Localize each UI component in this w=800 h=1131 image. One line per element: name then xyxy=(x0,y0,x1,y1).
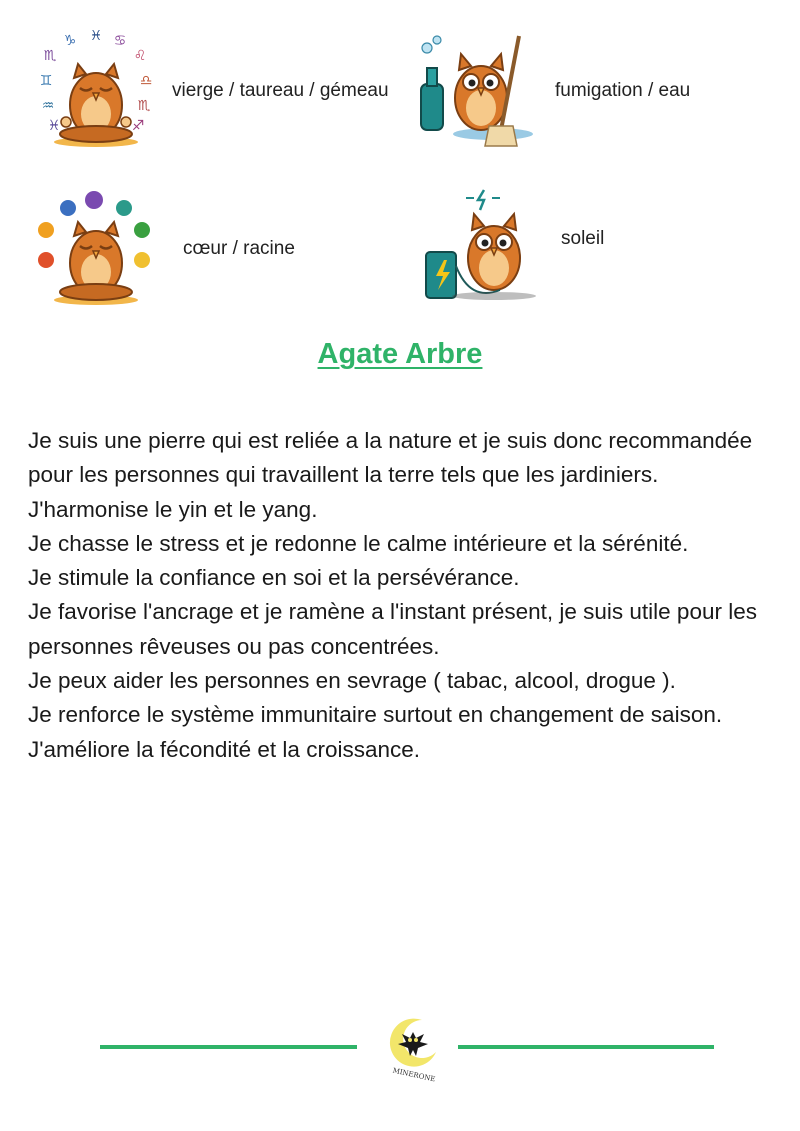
description-paragraph: J'harmonise le yin et le yang. xyxy=(28,496,318,522)
charging-owl-icon xyxy=(420,186,540,306)
chakra-owl-icon xyxy=(36,188,156,308)
svg-text:♏: ♏ xyxy=(137,98,151,114)
description-paragraph: Je renforce le système immunitaire surtout en changement de saison. xyxy=(28,702,723,728)
cleansing-label: fumigation / eau xyxy=(555,80,691,101)
zodiac-owl-icon xyxy=(36,30,156,150)
svg-text:♎: ♎ xyxy=(139,73,153,89)
chakras-label: cœur / racine xyxy=(183,238,295,259)
description-paragraph: J'améliore la fécondité et la croissance. xyxy=(28,736,420,762)
svg-text:♓: ♓ xyxy=(47,118,61,134)
description-paragraph: Je suis une pierre qui est reliée a la nature et je suis donc recommandée pour les personnes qui travaillent la terre tels que les jardiniers. xyxy=(28,428,753,488)
svg-text:♑: ♑ xyxy=(63,33,77,49)
svg-text:♋: ♋ xyxy=(113,33,127,49)
cleaning-owl-icon xyxy=(415,30,535,150)
footer-divider-right xyxy=(458,1045,714,1049)
description-paragraph: Je chasse le stress et je redonne le calme intérieure et la sérénité. xyxy=(28,530,689,556)
svg-text:♓: ♓ xyxy=(89,30,103,44)
zodiac-label: vierge / taureau / gémeau xyxy=(172,80,389,101)
svg-text:♏: ♏ xyxy=(43,48,57,64)
description xyxy=(28,424,780,767)
description-paragraph: Je stimule la confiance en soi et la persévérance. xyxy=(28,565,520,591)
description-paragraph: Je favorise l'ancrage et je ramène a l'instant présent, je suis utile pour les personnes rêveuses ou pas concentrées. xyxy=(28,599,757,659)
svg-text:♒: ♒ xyxy=(41,98,55,114)
svg-text:♐: ♐ xyxy=(131,118,145,134)
svg-text:♊: ♊ xyxy=(39,73,53,89)
description-paragraph: Je peux aider les personnes en sevrage ( tabac, alcool, drogue ). xyxy=(28,668,676,694)
footer-divider-left xyxy=(100,1045,357,1049)
charging-label: soleil xyxy=(561,228,605,249)
logo-text: MINERONE xyxy=(391,1066,437,1084)
stone-title: Agate Arbre xyxy=(317,338,483,370)
svg-text:♌: ♌ xyxy=(133,48,147,64)
